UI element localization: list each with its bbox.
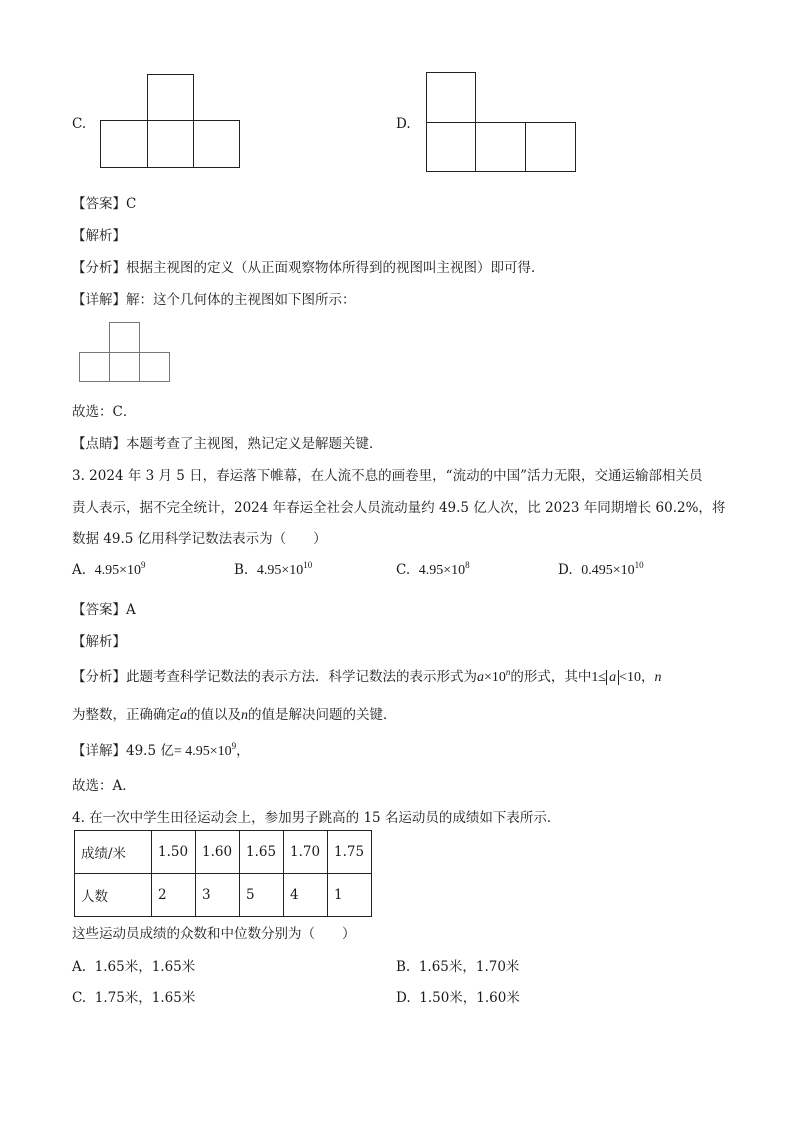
q2-detail	[72, 288, 356, 308]
q2-answer	[72, 192, 136, 212]
q4-stem: 4. 在一次中学生田径运动会上，参加男子跳高的 15 名运动员的成绩如下表所示．	[72, 810, 561, 826]
q3-detail: 【详解】49.5 亿= $4.95\times 10^9$，	[72, 741, 250, 759]
option-d-figure	[426, 72, 576, 172]
option-label: A.	[72, 562, 87, 578]
figure-square	[193, 120, 240, 168]
q3-option-c	[396, 562, 470, 579]
option-text: 1.50米，1.60米	[419, 990, 520, 1006]
q3-jiexi-heading: 【解析】	[72, 634, 126, 650]
option-c-label: C.	[72, 116, 87, 132]
option-label: B.	[234, 562, 249, 578]
detail-text: 解：这个几何体的主视图如下图所示：	[126, 292, 356, 308]
figure-square	[147, 120, 194, 168]
table-cell: 1.70	[284, 831, 328, 874]
remark-tag: 【点睛】	[72, 436, 126, 452]
q3-stem-line-3: 数据 49.5 亿用科学记数法表示为（ ）	[72, 531, 327, 547]
q3-answer	[72, 598, 136, 618]
option-label: C.	[72, 990, 87, 1006]
table-cell: 4	[284, 874, 328, 917]
answer-tag: 【答案】	[72, 602, 126, 618]
q2-remark	[72, 432, 383, 452]
option-label: A.	[72, 959, 87, 975]
q3-stem-line-1: 3. 2024 年 3 月 5 日，春运落下帷幕，在人流不息的画卷里，“流动的中国”活力无限，交通运输部相关员	[72, 468, 703, 484]
figure-square	[100, 120, 148, 168]
analysis-tag: 【分析】	[72, 260, 126, 276]
table-cell: 1.65	[240, 831, 284, 874]
figure-square	[109, 352, 140, 382]
q4-option-d	[396, 986, 520, 1006]
q4-option-b	[396, 955, 519, 975]
table-cell: 2	[152, 874, 196, 917]
q4-question: 这些运动员成绩的众数和中位数分别为（ ）	[72, 926, 356, 942]
option-c-figure	[100, 74, 240, 168]
analysis-text: ，	[641, 669, 655, 685]
figure-square	[139, 352, 170, 382]
figure-square	[79, 352, 110, 382]
figure-square	[426, 72, 476, 123]
figure-square	[525, 122, 576, 172]
q3-conclusion: 故选：A．	[72, 778, 136, 794]
option-label: D.	[558, 562, 573, 578]
analysis-tag: 【分析】	[72, 669, 126, 685]
figure-square	[109, 322, 140, 353]
table-header-cell: 人数	[75, 874, 152, 917]
option-label: D.	[396, 990, 411, 1006]
q2-analysis	[72, 256, 545, 276]
q3-option-d	[558, 562, 644, 579]
table-row	[75, 874, 372, 917]
figure-square	[147, 74, 194, 121]
q2-jiexi-heading: 【解析】	[72, 228, 126, 244]
q2-conclusion: 故选：C．	[72, 404, 137, 420]
table-cell: 1.60	[196, 831, 240, 874]
analysis-text: 的形式，其中	[510, 669, 592, 685]
q3-analysis-line-2: 为整数，正确确定a的值以及n的值是解决问题的关键．	[72, 707, 397, 723]
detail-tag: 【详解】	[72, 292, 126, 308]
q3-stem-line-2: 责人表示，据不完全统计，2024 年春运全社会人员流动量约 49.5 亿人次，比 2023 年同期增长 60.2%，将	[72, 500, 726, 516]
table-row	[75, 831, 372, 874]
option-value: $4.95\times 10^8$	[418, 560, 470, 578]
option-text: 1.65米，1.65米	[94, 959, 196, 975]
table-cell: 1.50	[152, 831, 196, 874]
option-text: 1.75米，1.65米	[94, 990, 196, 1006]
q3-option-a	[72, 562, 146, 579]
table-cell: 5	[240, 874, 284, 917]
answer-tag: 【答案】	[72, 196, 126, 212]
detail-formula: = $4.95\times 10^9$	[173, 741, 237, 759]
option-value: $4.95\times 10^9$	[94, 560, 146, 578]
formula: $a\times 10^n$	[477, 667, 511, 685]
option-label: B.	[396, 959, 411, 975]
q4-option-a	[72, 955, 195, 975]
remark-text: 本题考查了主视图，熟记定义是解题关键．	[126, 436, 383, 452]
inequality: 1≤ a <10	[591, 670, 641, 685]
figure-square	[475, 122, 526, 172]
table-cell: 3	[196, 874, 240, 917]
q3-analysis	[72, 665, 662, 686]
q2-front-view-figure	[79, 322, 170, 382]
analysis-text: 根据主视图的定义（从正面观察物体所得到的视图叫主视图）即可得．	[126, 260, 545, 276]
q4-score-table	[74, 830, 372, 917]
answer-value: A	[126, 602, 136, 618]
detail-tag: 【详解】	[72, 743, 126, 759]
table-header-cell: 成绩/米	[75, 831, 152, 874]
analysis-text: 此题考查科学记数法的表示方法．科学记数法的表示形式为	[126, 669, 477, 685]
q3-option-b	[234, 562, 312, 579]
option-d-label: D.	[396, 116, 411, 132]
option-label: C.	[396, 562, 411, 578]
table-cell: 1	[328, 874, 372, 917]
q4-option-c	[72, 986, 195, 1006]
answer-value: C	[126, 196, 137, 212]
option-text: 1.65米，1.70米	[418, 959, 520, 975]
table-cell: 1.75	[328, 831, 372, 874]
var-n: n	[654, 670, 662, 685]
option-value: $0.495\times 10^{10}$	[581, 560, 644, 578]
option-value: $4.95\times 10^{10}$	[256, 560, 313, 578]
figure-square	[426, 122, 476, 172]
